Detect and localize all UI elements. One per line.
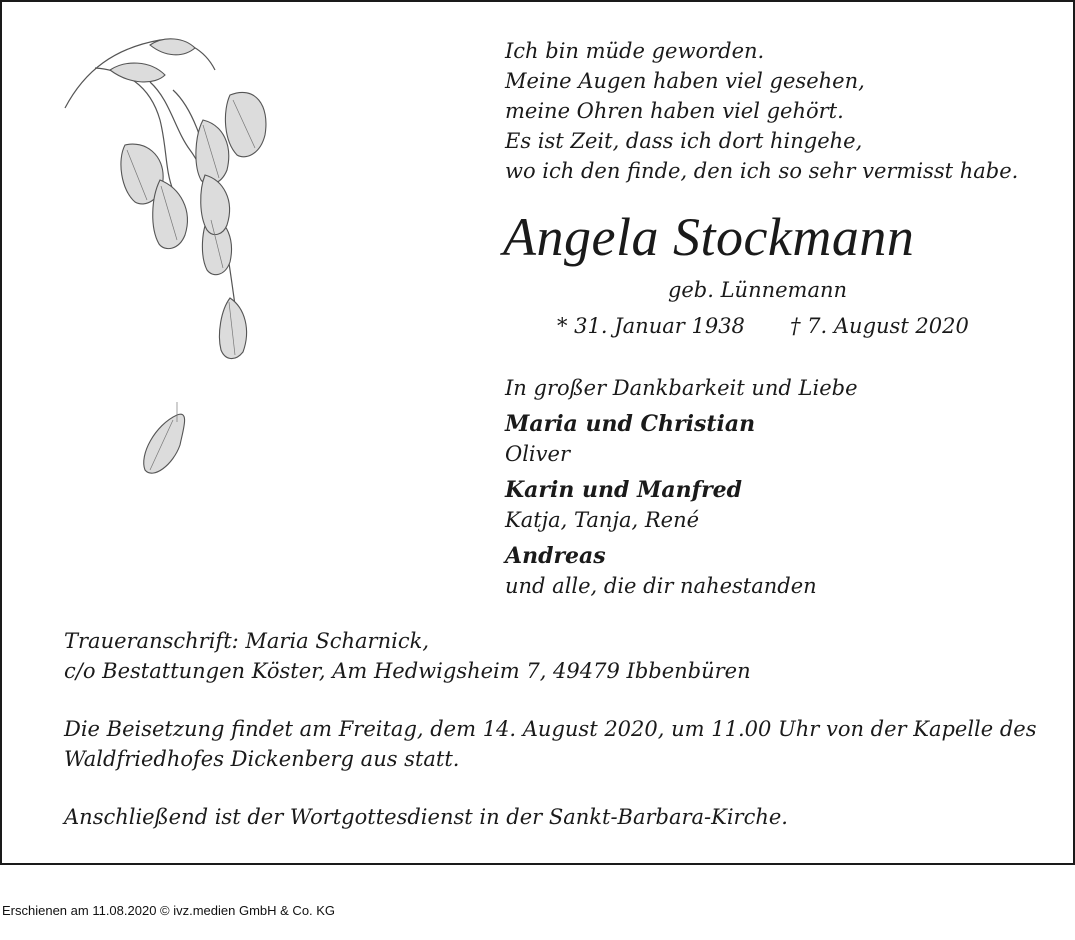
mourner-group-names: Karin und Manfred — [505, 477, 743, 503]
death-date: † 7. August 2020 — [790, 314, 969, 338]
poem — [505, 36, 1018, 186]
mourner-group-names: Andreas — [505, 543, 606, 569]
address-line: c/o Bestattungen Köster, Am Hedwigsheim 7, 49479 Ibbenbüren — [64, 659, 751, 683]
mourner-group-sub: Katja, Tanja, René — [505, 508, 700, 532]
funeral-line: Die Beisetzung findet am Freitag, dem 14. August 2020, um 11.00 Uhr von der Kapelle des — [64, 717, 1037, 741]
publication-footer: Erschienen am 11.08.2020 © ivz.medien GmbH & Co. KG — [2, 903, 336, 918]
mourners-list — [505, 373, 858, 601]
birth-name: geb. Lünnemann — [667, 278, 848, 302]
poem-line: Es ist Zeit, dass ich dort hingehe, — [505, 129, 863, 153]
service-line: Anschließend ist der Wortgottesdienst in der Sankt-Barbara-Kirche. — [64, 805, 788, 829]
address-line: Traueranschrift: Maria Scharnick, — [64, 629, 429, 653]
funeral-line: Waldfriedhofes Dickenberg aus statt. — [64, 747, 460, 771]
mourner-group-names: Maria und Christian — [505, 411, 756, 437]
poem-line: wo ich den finde, den ich so sehr vermisst habe. — [505, 159, 1019, 183]
poem-line: Meine Augen haben viel gesehen, — [505, 69, 865, 93]
birch-leaves-icon — [55, 30, 285, 490]
mourners-intro: In großer Dankbarkeit und Liebe — [505, 376, 858, 400]
poem-line: meine Ohren haben viel gehört. — [505, 99, 844, 123]
birth-date: * 31. Januar 1938 — [557, 314, 745, 338]
funeral-details — [64, 626, 1037, 832]
mourner-group-sub: und alle, die dir nahestanden — [505, 574, 817, 598]
deceased-name: Angela Stockmann — [503, 207, 915, 267]
poem-line: Ich bin müde geworden. — [505, 39, 765, 63]
mourner-group-sub: Oliver — [505, 442, 570, 466]
